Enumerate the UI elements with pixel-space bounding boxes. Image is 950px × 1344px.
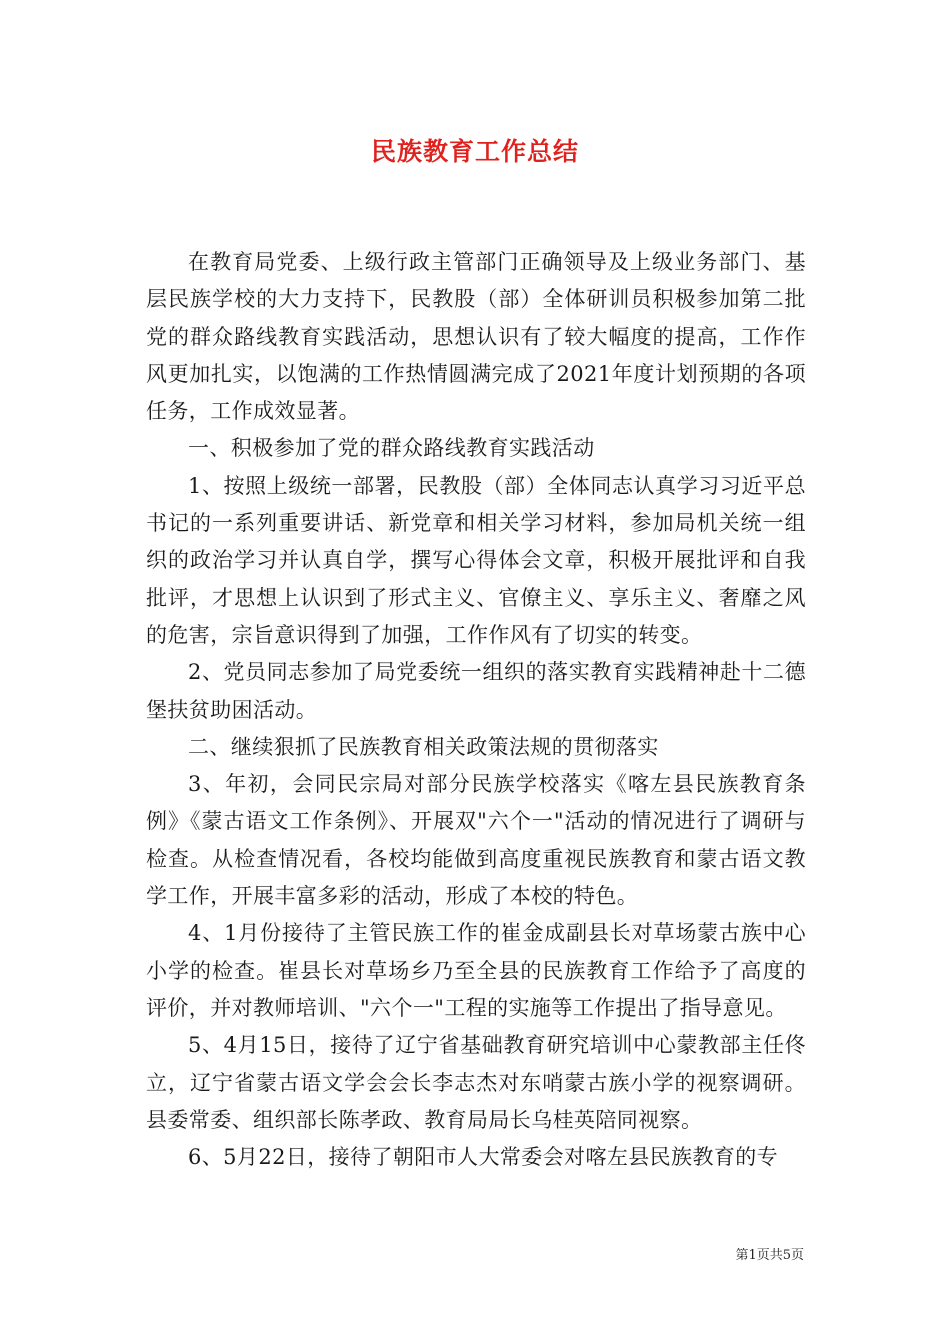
paragraph-item-3: 3、年初，会同民宗局对部分民族学校落实《喀左县民族教育条例》《蒙古语文工作条例》、开展双"六个一"活动的情况进行了调研与检查。从检查情况看，各校均能做到高度重视民族教育和蒙古语文教学工作，开展丰富多彩的活动，形成了本校的特色。 <box>146 772 806 909</box>
paragraph-item-6: 6、5月22日，接待了朝阳市人大常委会对喀左县民族教育的专 <box>188 1145 779 1170</box>
paragraph-item-1: 1、按照上级统一部署，民教股（部）全体同志认真学习习近平总书记的一系列重要讲话、新党章和相关学习材料，参加局机关统一组织的政治学习并认真自学，撰写心得体会文章，积极开展批评和自我批评，才思想上认识到了形式主义、官僚主义、享乐主义、奢靡之风的危害，宗旨意识得到了加强，工作作风有了切实的转变。 <box>146 473 806 647</box>
document-body <box>146 244 806 1176</box>
paragraph-item-4: 4、1月份接待了主管民族工作的崔金成副县长对草场蒙古族中心小学的检查。崔县长对草场乡乃至全县的民族教育工作给予了高度的评价，并对教师培训、"六个一"工程的实施等工作提出了指导意见。 <box>146 921 806 1020</box>
paragraph-item-2: 2、党员同志参加了局党委统一组织的落实教育实践精神赴十二德堡扶贫助困活动。 <box>146 660 806 722</box>
document-title: 民族教育工作总结 <box>370 137 579 166</box>
section-heading-1: 一、积极参加了党的群众路线教育实践活动 <box>188 436 595 461</box>
section-heading-2: 二、继续狠抓了民族教育相关政策法规的贯彻落实 <box>188 734 659 759</box>
page-number: 第1页共5页 <box>735 1248 804 1263</box>
paragraph-intro: 在教育局党委、上级行政主管部门正确领导及上级业务部门、基层民族学校的大力支持下，民教股（部）全体研训员积极参加第二批党的群众路线教育实践活动，思想认识有了较大幅度的提高，工作作风更加扎实，以饱满的工作热情圆满完成了2021年度计划预期的各项任务，工作成效显著。 <box>146 250 806 424</box>
paragraph-item-5: 5、4月15日，接待了辽宁省基础教育研究培训中心蒙教部主任佟立，辽宁省蒙古语文学会会长李志杰对东哨蒙古族小学的视察调研。县委常委、组织部长陈孝政、教育局局长乌桂英陪同视察。 <box>146 1033 806 1132</box>
